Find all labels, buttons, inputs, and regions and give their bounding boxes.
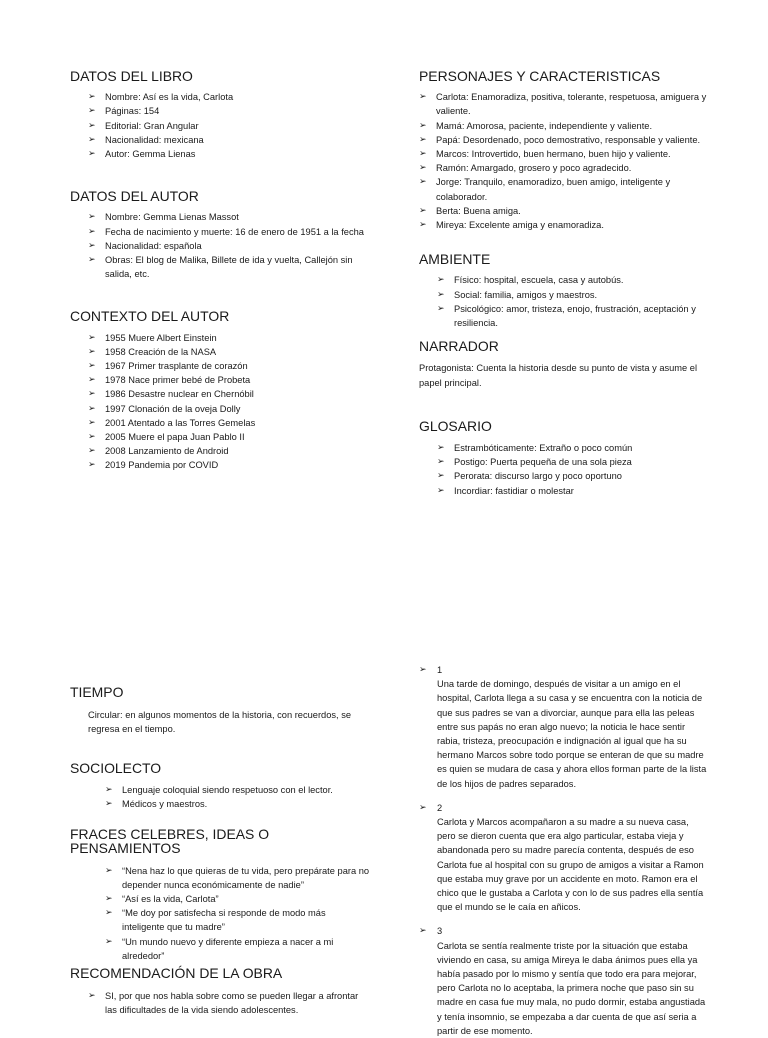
arrow-bullet-icon: ➢ [88,389,96,400]
arrow-bullet-icon: ➢ [419,134,427,145]
arrow-bullet-icon: ➢ [105,894,113,905]
list-item-text: Físico: hospital, escuela, casa y autobús. [454,275,624,286]
section-heading: PERSONAJES Y CARACTERISTICAS [419,68,661,84]
section-heading: GLOSARIO [419,417,492,434]
list-item [88,253,370,281]
list-item-text: 1958 Creación de la NASA [105,346,217,357]
arrow-bullet-icon: ➢ [419,665,427,675]
list-item [419,147,709,161]
left-column-top [70,69,370,473]
arrow-bullet-icon: ➢ [419,220,427,231]
list-item [88,458,370,472]
list-item [419,90,709,118]
arrow-bullet-icon: ➢ [437,485,445,496]
list-item-text: Social: familia, amigos y maestros. [454,289,598,300]
list-item-text: 1967 Primer trasplante de corazón [105,361,248,372]
section-heading: TIEMPO [70,684,124,700]
section-recomendacion [70,966,370,1018]
list-item [419,119,709,133]
list-item-text: Jorge: Tranquilo, enamoradizo, buen amigo, inteligente y colaborador. [436,177,671,202]
arrow-bullet-icon: ➢ [419,205,427,216]
list-item-text: Obras: El blog de Malika, Billete de ida y vuelta, Callejón sin salida, etc. [105,255,353,280]
arrow-bullet-icon: ➢ [105,784,113,795]
list-item-text: Incordiar: fastidiar o molestar [454,485,574,496]
bullet-list [419,90,709,232]
section-ambiente [419,252,709,330]
list-item [88,416,370,430]
arrow-bullet-icon: ➢ [419,802,427,813]
list-item [105,892,370,906]
arrow-bullet-icon: ➢ [105,799,113,810]
list-item [437,441,709,455]
list-item-text: Nombre: Gemma Lienas Massot [105,212,239,223]
arrow-bullet-icon: ➢ [437,443,445,454]
list-item-text: 1978 Nace primer bebé de Probeta [105,375,251,386]
arrow-bullet-icon: ➢ [88,346,96,357]
list-item [419,218,709,232]
list-item-text: Mireya: Excelente amiga y enamoradiza. [436,220,604,231]
list-item [88,210,370,224]
list-item-text: 2005 Muere el papa Juan Pablo II [105,432,245,443]
list-item [88,119,370,133]
arrow-bullet-icon: ➢ [88,226,96,237]
arrow-bullet-icon: ➢ [105,936,113,947]
arrow-bullet-icon: ➢ [88,432,96,443]
list-item [105,935,370,963]
arrow-bullet-icon: ➢ [419,149,427,160]
arrow-bullet-icon: ➢ [88,361,96,372]
list-item-text: Nombre: Así es la vida, Carlota [105,92,234,103]
arrow-bullet-icon: ➢ [437,303,445,314]
list-item [88,104,370,118]
arrow-bullet-icon: ➢ [88,460,96,471]
arrow-bullet-icon: ➢ [419,177,427,188]
list-item [88,331,370,345]
section-heading: CONTEXTO DEL AUTOR [70,308,230,325]
bullet-list [88,989,370,1017]
arrow-bullet-icon: ➢ [88,106,96,117]
arrow-bullet-icon: ➢ [437,275,445,286]
summary-text: Carlota se sentía realmente triste por la situación que estaba viviendo en casa, su amiga Mireya le daba ánimos pues ella ya había pasado por lo mismo y sentía que todo era para mejorar, pero Carlota no lo aceptaba, la primera noche que paso sin su madre en casa fue muy mala, no pudo dormir, estaba angustiada y tenía insomnio, se empezaba a dar cuenta de que así seria a partir de ese momento. [437,940,706,1036]
list-item [105,797,370,811]
summary-number: 3 [437,926,443,937]
section-glosario [419,419,709,498]
section-narrador [419,339,709,390]
summary-number: 2 [437,802,443,813]
summary-number: 1 [437,665,443,675]
list-item-text: Nacionalidad: española [105,240,202,251]
arrow-bullet-icon: ➢ [88,375,96,386]
list-item [419,175,709,203]
arrow-bullet-icon: ➢ [88,212,96,223]
list-item-text: 2001 Atentado a las Torres Gemelas [105,417,256,428]
arrow-bullet-icon: ➢ [88,332,96,343]
list-item [88,90,370,104]
list-item [437,484,709,498]
section-datos-libro [70,69,370,161]
list-item-text: 2008 Lanzamiento de Android [105,446,229,457]
arrow-bullet-icon: ➢ [88,991,96,1002]
right-column-top [419,69,709,498]
section-heading: DATOS DEL AUTOR [70,188,199,205]
arrow-bullet-icon: ➢ [105,908,113,919]
list-item-text: 1986 Desastre nuclear en Chernóbil [105,389,254,400]
list-item [88,430,370,444]
arrow-bullet-icon: ➢ [88,240,96,251]
arrow-bullet-icon: ➢ [88,446,96,457]
arrow-bullet-icon: ➢ [419,120,427,131]
arrow-bullet-icon: ➢ [88,403,96,414]
section-datos-autor [70,189,370,281]
section-frases [70,827,370,963]
arrow-bullet-icon: ➢ [437,457,445,468]
list-item-text: Perorata: discurso largo y poco oportuno [454,471,622,482]
list-item-text: 1955 Muere Albert Einstein [105,332,217,343]
list-item-text: Estrambóticamente: Extraño o poco común [454,443,633,454]
list-item [88,239,370,253]
summary-text: Carlota y Marcos acompañaron a su madre a su nueva casa, pero se dieron cuenta que era algo particular, estaba vieja y abandonada pero su madre parecía contenta, después de eso Carlota fue al hospital con su grupo de amigos a visitar a Ramon que estaba muy grave por un accidente en moto. Ramon era el chico que le gustaba a Carlota y con lo de sus padres ella sentía que el mundo se le caía en añicos. [437,817,704,913]
list-item-text: “Nena haz lo que quieras de tu vida, pero prepárate para no depender nunca económicamente de nadie” [122,865,370,890]
list-item [88,359,370,373]
list-item-text: Berta: Buena amiga. [436,205,521,216]
list-item-text: Carlota: Enamoradiza, positiva, tolerante, respetuosa, amiguera y valiente. [436,92,707,117]
list-item-text: “Así es la vida, Carlota” [122,894,219,905]
summary-block-1 [419,663,709,791]
list-item-text: “Me doy por satisfecha si responde de modo más inteligente que tu madre” [122,908,326,933]
list-item-text: Lenguaje coloquial siendo respetuoso con el lector. [122,784,333,795]
list-item [88,133,370,147]
tiempo-text: Circular: en algunos momentos de la historia, con recuerdos, se regresa en el tiempo. [88,710,352,735]
list-item-text: Postigo: Puerta pequeña de una sola pieza [454,457,632,468]
list-item [88,373,370,387]
list-item [105,864,370,892]
arrow-bullet-icon: ➢ [88,417,96,428]
arrow-bullet-icon: ➢ [419,92,427,103]
section-heading: RECOMENDACIÓN DE LA OBRA [70,965,283,982]
list-item-text: SI, por que nos habla sobre como se pueden llegar a afrontar las dificultades de la vida siendo adolescentes. [105,991,359,1016]
arrow-bullet-icon: ➢ [437,289,445,300]
summary-text: Una tarde de domingo, después de visitar a un amigo en el hospital, Carlota llega a su casa y se encuentra con la noticia de que sus padres se van a divorciar, aunque para ella las peleas entre sus papás no eran algo nuevo; la noticia le hace sentir rabia, tristeza, preocupación e indignación al igual que ha su hermano Marcos sobre todo porque se enteran de que su madre es quien se mudara de casa y ahora ellos forman parte de la lista de los hijos de padres separados. [437,679,707,789]
list-item [105,906,370,934]
list-item-text: Autor: Gemma Lienas [105,149,196,160]
list-item [88,225,370,239]
list-item [419,161,709,175]
section-heading: DATOS DEL LIBRO [70,68,193,84]
list-item-text: Papá: Desordenado, poco demostrativo, responsable y valiente. [436,134,701,145]
list-item-text: Ramón: Amargado, grosero y poco agradecido. [436,163,632,174]
bullet-list [105,864,370,963]
list-item [88,345,370,359]
list-item-text: 2019 Pandemia por COVID [105,460,219,471]
bullet-list [88,90,370,161]
list-item [437,302,709,330]
bullet-list [88,210,370,281]
section-heading: SOCIOLECTO [70,759,162,776]
list-item-text: Mamá: Amorosa, paciente, independiente y valiente. [436,120,653,131]
list-item-text: 1997 Clonación de la oveja Dolly [105,403,241,414]
list-item [88,444,370,458]
list-item [437,455,709,469]
list-item-text: Marcos: Introvertido, buen hermano, buen hijo y valiente. [436,149,671,160]
narrador-text: Protagonista: Cuenta la historia desde su punto de vista y asume el papel principal. [419,363,698,388]
section-personajes [419,69,709,232]
bullet-list [437,441,709,498]
list-item-text: Editorial: Gran Angular [105,120,199,131]
section-heading: AMBIENTE [419,251,491,268]
bullet-list [105,783,370,811]
arrow-bullet-icon: ➢ [88,134,96,145]
list-item-text: Nacionalidad: mexicana [105,134,204,145]
arrow-bullet-icon: ➢ [88,120,96,131]
arrow-bullet-icon: ➢ [419,926,427,937]
list-item [437,288,709,302]
summary-block-3 [419,924,709,1038]
list-item-text: Páginas: 154 [105,106,160,117]
list-item-text: “Un mundo nuevo y diferente empieza a nacer a mi alrededor” [122,936,334,961]
section-heading: NARRADOR [419,338,499,355]
bullet-list [437,273,709,330]
list-item [105,783,370,797]
list-item [88,989,370,1017]
arrow-bullet-icon: ➢ [437,471,445,482]
arrow-bullet-icon: ➢ [105,865,113,876]
arrow-bullet-icon: ➢ [419,163,427,174]
arrow-bullet-icon: ➢ [88,149,96,160]
list-item-text: Fecha de nacimiento y muerte: 16 de enero de 1951 a la fecha [105,226,364,237]
section-sociolecto [70,761,370,812]
section-heading: FRACES CELEBRES, IDEAS O PENSAMIENTOS [70,826,270,857]
list-item [419,204,709,218]
list-item-text: Médicos y maestros. [122,799,208,810]
list-item [88,387,370,401]
list-item-text: Psicológico: amor, tristeza, enojo, frustración, aceptación y resiliencia. [454,303,696,329]
section-tiempo [70,685,370,737]
bullet-list [88,331,370,473]
list-item [437,273,709,287]
list-item [88,147,370,161]
list-item [88,402,370,416]
summary-column [419,663,709,1038]
arrow-bullet-icon: ➢ [88,92,96,103]
list-item [419,133,709,147]
arrow-bullet-icon: ➢ [88,255,96,266]
list-item [437,469,709,483]
left-column-bottom [70,685,370,1018]
summary-block-2 [419,801,709,915]
section-contexto-autor [70,309,370,472]
